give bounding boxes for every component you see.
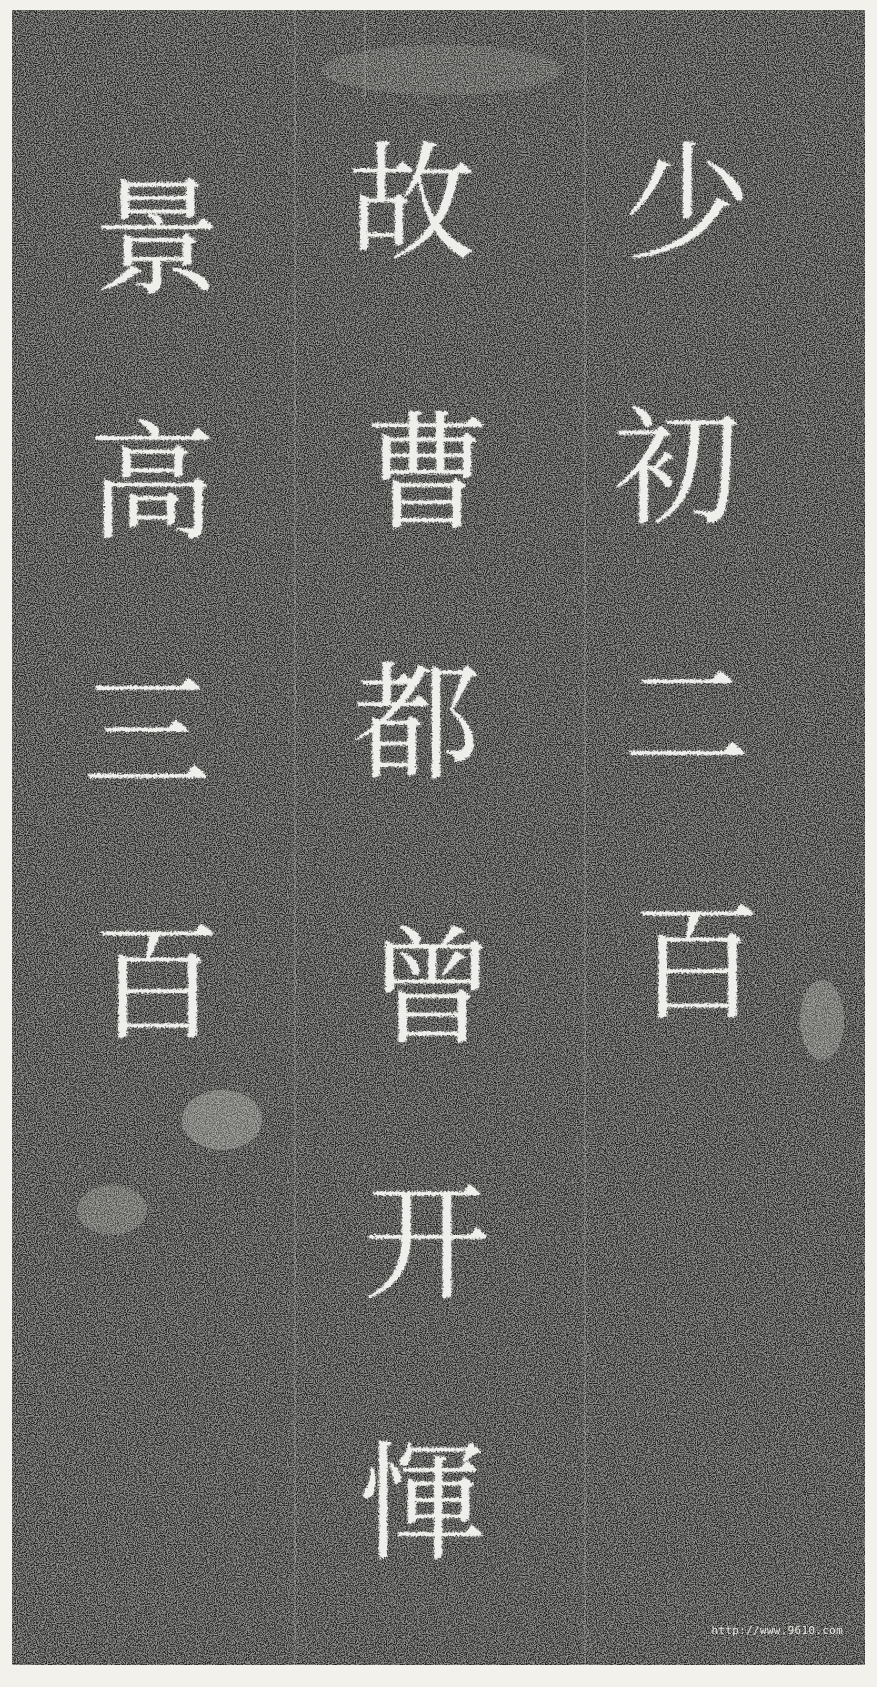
stone-rubbing — [12, 10, 865, 1665]
glyph-middle-1: 故 — [347, 130, 476, 279]
glyph-left-3: 三 — [82, 660, 211, 809]
glyph-middle-4: 曾 — [367, 915, 496, 1064]
glyph-middle-5: 开 — [362, 1170, 491, 1319]
glyph-middle-3: 都 — [352, 650, 481, 799]
glyph-right-4: 百 — [632, 890, 761, 1039]
column-divider-top — [364, 10, 366, 100]
glyph-right-3: 二 — [622, 645, 751, 794]
glyph-middle-6: 惲 — [357, 1430, 486, 1579]
glyph-left-4: 百 — [92, 910, 221, 1059]
column-divider-left — [294, 10, 296, 1665]
glyph-right-1: 少 — [622, 130, 751, 279]
watermark-url: http://www.9610.com — [711, 1624, 843, 1637]
column-divider-right — [584, 10, 586, 1665]
glyph-left-2: 高 — [87, 410, 216, 559]
glyph-left-1: 景 — [92, 165, 221, 314]
glyph-right-2: 初 — [612, 395, 741, 544]
glyph-middle-2: 曹 — [362, 400, 491, 549]
